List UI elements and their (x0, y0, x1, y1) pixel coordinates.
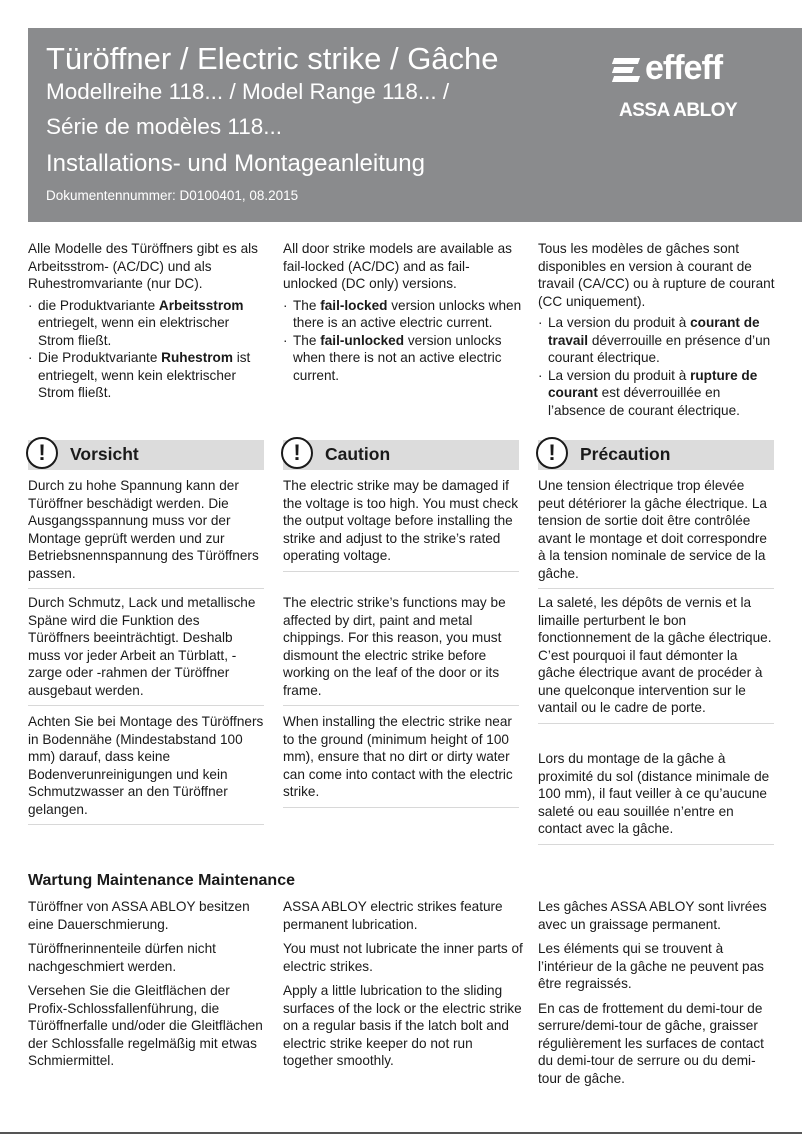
page-title: Türöffner / Electric strike / Gâche (46, 41, 499, 76)
exclamation-icon: ! (26, 437, 58, 469)
model-range-line1: Modellreihe 118... / Model Range 118... / (46, 79, 450, 104)
caution-fr-p2: La saleté, les dépôts de vernis et la limaille perturbent le bon fonctionnement de la gâche électrique. C’est pourquoi il faut démonter la gâche électrique avant de procéder à une quelconque intervention sur le vantail ou le cadre de porte. (538, 594, 774, 724)
list-item: · Die Produktvariante Ruhestrom ist entriegelt, wenn kein elektrischer Strom fließt. (28, 349, 268, 402)
logo-brand-text: effeff (645, 49, 723, 87)
caution-fr-p3: Lors du montage de la gâche à proximité du sol (distance minimale de 100 mm), il faut veiller à ce qu’aucune saleté ou eau souillée n’entre en contact avec la gâche. (538, 750, 774, 845)
maintenance-de-p1: Türöffner von ASSA ABLOY besitzen eine Dauerschmierung. (28, 899, 250, 932)
page-bottom-divider (0, 1132, 802, 1134)
list-item: · The fail-unlocked version unlocks when there is not an active electric current. (283, 332, 523, 385)
model-range-line2: Série de modèles 118... (46, 114, 282, 139)
maintenance-en-p2: You must not lubricate the inner parts of electric strikes. (283, 941, 523, 974)
exclamation-icon: ! (536, 437, 568, 469)
maintenance-en-p1: ASSA ABLOY electric strikes feature permanent lubrication. (283, 899, 503, 932)
caution-label-fr: Précaution (580, 444, 671, 464)
exclamation-icon: ! (281, 437, 313, 469)
list-item: · die Produktvariante Arbeitsstrom entriegelt, wenn ein elektrischer Strom fließt. (28, 297, 268, 350)
maintenance-de-p3: Versehen Sie die Gleitflächen der Profix-Schlossfallenführung, die Türöffnerfalle und/oder die Gleitflächen der Schlossfalle regelmäßig mit etwas Schmiermittel. (28, 983, 263, 1068)
intro-en-text: All door strike models are available as fail-locked (AC/DC) and as fail-unlocked (DC only) versions. (283, 241, 512, 291)
maintenance-de-p2: Türöffnerinnenteile dürfen nicht nachgeschmiert werden. (28, 941, 216, 974)
intro-de (28, 240, 268, 402)
caution-en-p2: The electric strike’s functions may be affected by dirt, paint and metal chippings. For this reason, you must dismount the electric strike before working on the leaf of the door or its frame. (283, 594, 519, 706)
caution-en-p1: The electric strike may be damaged if the voltage is too high. You must check the output voltage before installing the strike and adjust to the strike’s rated operating voltage. (283, 477, 519, 572)
intro-de-text: Alle Modelle des Türöffners gibt es als Arbeitsstrom- (AC/DC) und als Ruhestromvariante (nur DC). (28, 241, 258, 291)
effeff-logo (613, 48, 763, 128)
list-item: · La version du produit à courant de travail déverrouille en présence d’un courant électrique. (538, 314, 778, 367)
caution-header-en (283, 440, 519, 470)
logo-company-text: ASSA ABLOY (619, 100, 738, 121)
list-item: · La version du produit à rupture de courant est déverrouillée en l’absence de courant électrique. (538, 367, 778, 420)
document-number: Dokumentennummer: D0100401, 08.2015 (46, 188, 299, 203)
maintenance-fr-p1: Les gâches ASSA ABLOY sont livrées avec un graissage permanent. (538, 899, 767, 932)
caution-de-p1: Durch zu hohe Spannung kann der Türöffner beschädigt werden. Die Ausgangsspannung muss vor der Montage geprüft werden und zur Betriebsnennspannung des Türöffners passen. (28, 477, 264, 589)
caution-de-p3: Achten Sie bei Montage des Türöffners in Bodennähe (Mindestabstand 100 mm) darauf, dass keine Bodenverunreinigungen und kein Schmutzwasser an den Türöffner gelangen. (28, 713, 264, 825)
effeff-logo-icon (613, 54, 643, 82)
caution-header-de (28, 440, 264, 470)
intro-fr (538, 240, 778, 419)
caution-header-fr (538, 440, 774, 470)
caution-label-en: Caution (325, 444, 391, 464)
document-header (28, 28, 802, 222)
maintenance-title: Wartung Maintenance Maintenance (28, 872, 295, 889)
list-item: · The fail-locked version unlocks when there is an active electric current. (283, 297, 523, 332)
maintenance-en (283, 898, 523, 1077)
maintenance-fr-p3: En cas de frottement du demi-tour de serrure/demi-tour de gâche, graisser régulièrement les surfaces de contact du demi-tour de serrure ou du demi-tour de gâche. (538, 1000, 764, 1086)
caution-label-de: Vorsicht (70, 444, 139, 464)
maintenance-en-p3: Apply a little lubrication to the sliding surfaces of the lock or the electric strike on a regular basis if the latch bolt and electric strike keeper do not run together smoothly. (283, 983, 522, 1068)
maintenance-de (28, 898, 268, 1077)
caution-fr-p1: Une tension électrique trop élevée peut détériorer la gâche électrique. La tension de sortie doit être contrôlée avant le montage et doit correspondre à la tension nominale de service de la gâche. (538, 477, 774, 589)
installation-title: Installations- und Montageanleitung (46, 150, 425, 177)
intro-en (283, 240, 523, 384)
maintenance-fr-p2: Les éléments qui se trouvent à l’intérieur de la gâche ne peuvent pas être regraissés. (538, 941, 764, 991)
caution-de-p2: Durch Schmutz, Lack und metallische Späne wird die Funktion des Türöffners beeinträchtigt. Deshalb muss vor jeder Arbeit an Türblatt, -zarge oder -rahmen der Türöffner ausgebaut werden. (28, 594, 264, 706)
maintenance-fr (538, 898, 778, 1094)
caution-en-p3: When installing the electric strike near to the ground (minimum height of 100 mm), ensure that no dirt or dirty water can come into contact with the electric strike. (283, 713, 519, 808)
intro-fr-text: Tous les modèles de gâches sont disponibles en version à courant de travail (CA/CC) ou à rupture de courant (CC uniquement). (538, 241, 775, 309)
